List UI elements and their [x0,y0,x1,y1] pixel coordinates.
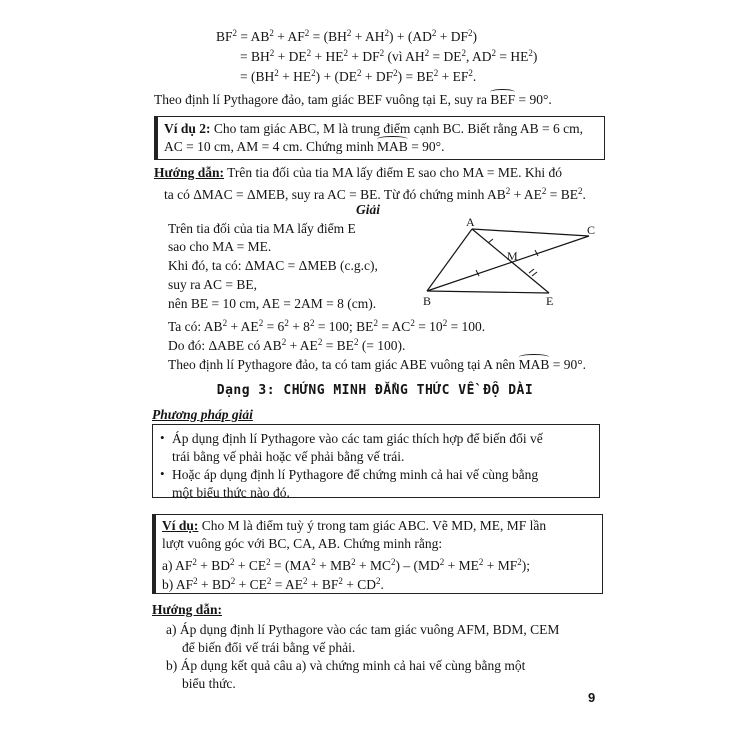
solution-line-5: nên BE = 10 cm, AE = 2AM = 8 (cm). [168,296,377,311]
proof-line-2: = $BH^2 + DE^2 + HE^2 + DF^2$ (vì $AH^2 = DE^2$, $AD^2 = HE^2$) [240,48,538,64]
bullet-2-symbol: • [160,466,165,481]
tick-am [488,239,493,243]
tick-me-1 [529,269,534,273]
solution-line-8: Theo định lí Pythagore đảo, ta có tam giác ABE vuông tại A nên MAB = 90°. [168,357,586,372]
segment-ab [427,229,472,291]
hint-2-label: Hướng dẫn: [152,602,222,617]
example-3-line-1: Ví dụ: Cho M là điểm tuỳ ý trong tam giác ABC. Vẽ MD, ME, MF lần [162,518,547,533]
segment-bc [427,236,589,291]
hint-2-b-line-1: b) Áp dụng kết quả câu a) và chứng minh cả hai vế cùng bằng một [166,658,526,673]
example-3-part-b: b) $AF^2 + BD^2 + CE^2 = AE^2 + BF^2 + CD^2$. [162,576,384,592]
solution-line-4: suy ra AC = BE, [168,277,257,292]
proof-conclusion: Theo định lí Pythagore đảo, tam giác BEF vuông tại E, suy ra BEF = 90°. [154,92,552,107]
method-bullet-2-line-2: một biểu thức nào đó. [172,485,290,500]
example-3-line-2: lượt vuông góc với BC, CA, AB. Chứng minh rằng: [162,536,443,551]
example-2-line-1: Ví dụ 2: Cho tam giác ABC, M là trung điểm cạnh BC. Biết rằng AB = 6 cm, [164,121,583,136]
segment-ac [472,229,589,236]
hint-1-label: Hướng dẫn: [154,165,224,180]
example-2-line-2: AC = 10 cm, AM = 4 cm. Chứng minh MAB = 90°. [164,139,445,154]
page-number: 9 [588,690,596,705]
method-bullet-1-line-1: Áp dụng định lí Pythagore vào các tam giác thích hợp để biến đổi vế [172,431,543,446]
bullet-1-symbol: • [160,430,165,445]
method-bullet-2-line-1: Hoặc áp dụng định lí Pythagore để chứng minh cả hai vế cùng bằng [172,467,539,482]
method-bullet-1-line-2: trái bằng vế phải hoặc vế phải bằng vế trái. [172,449,405,464]
section-3-title: Dạng 3: CHỨNG MINH ĐẲNG THỨC VỀ ĐỘ DÀI [216,383,534,398]
solution-line-6: Ta có: $AB^2 + AE^2 = 6^2 + 8^2 = 100$; $BE^2 = AC^2 = 10^2 = 100$. [168,318,486,334]
proof-line-1: $BF^2 = AB^2 + AF^2 = (BH^2 + AH^2) + (AD^2 + DF^2)$ [216,28,478,44]
hint-2-a-line-1: a) Áp dụng định lí Pythagore vào các tam giác vuông AFM, BDM, CEM [166,622,560,637]
method-label: Phương pháp giải [152,407,253,422]
solution-line-1: Trên tia đối của tia MA lấy điểm E [168,221,356,236]
hint-2-a-line-2: để biến đổi vế trái bằng vế phải. [182,640,356,655]
solution-title: Giải [356,202,381,217]
hint-2-b-line-2: biểu thức. [182,676,236,691]
hint-1-line-2: ta có ΔMAC = ΔMEB, suy ra AC = BE. Từ đó chứng minh $AB^2 + AE^2 = BE^2$. [164,186,586,202]
hint-1-line-1: Hướng dẫn: Trên tia đối của tia MA lấy điểm E sao cho MA = ME. Khi đó [154,165,562,180]
label-m: M [507,249,518,263]
angle-bef: BEF [490,92,516,107]
label-e: E [546,294,554,308]
segment-be [427,291,549,293]
proof-line-3: = $(BH^2 + HE^2) + (DE^2 + DF^2) = BE^2 + EF^2$. [240,68,477,84]
label-c: C [587,223,596,237]
angle-mab-final: MAB [518,357,550,372]
example-3-part-a: a) $AF^2 + BD^2 + CE^2 = (MA^2 + MB^2 + MC^2) - (MD^2 + ME^2 + MF^2)$; [162,557,531,573]
angle-mab: MAB [377,139,408,154]
example-2-label: Ví dụ 2: [164,121,211,136]
triangle-figure [415,215,605,310]
label-b: B [423,294,432,308]
example-3-label: Ví dụ: [162,518,199,533]
label-a: A [466,215,475,229]
solution-line-2: sao cho MA = ME. [168,239,272,254]
solution-line-3: Khi đó, ta có: ΔMAC = ΔMEB (c.g.c), [168,258,378,273]
tick-me-2 [532,272,537,276]
solution-line-7: Do đó: ΔABE có $AB^2 + AE^2 = BE^2$ (= 100). [168,337,406,353]
